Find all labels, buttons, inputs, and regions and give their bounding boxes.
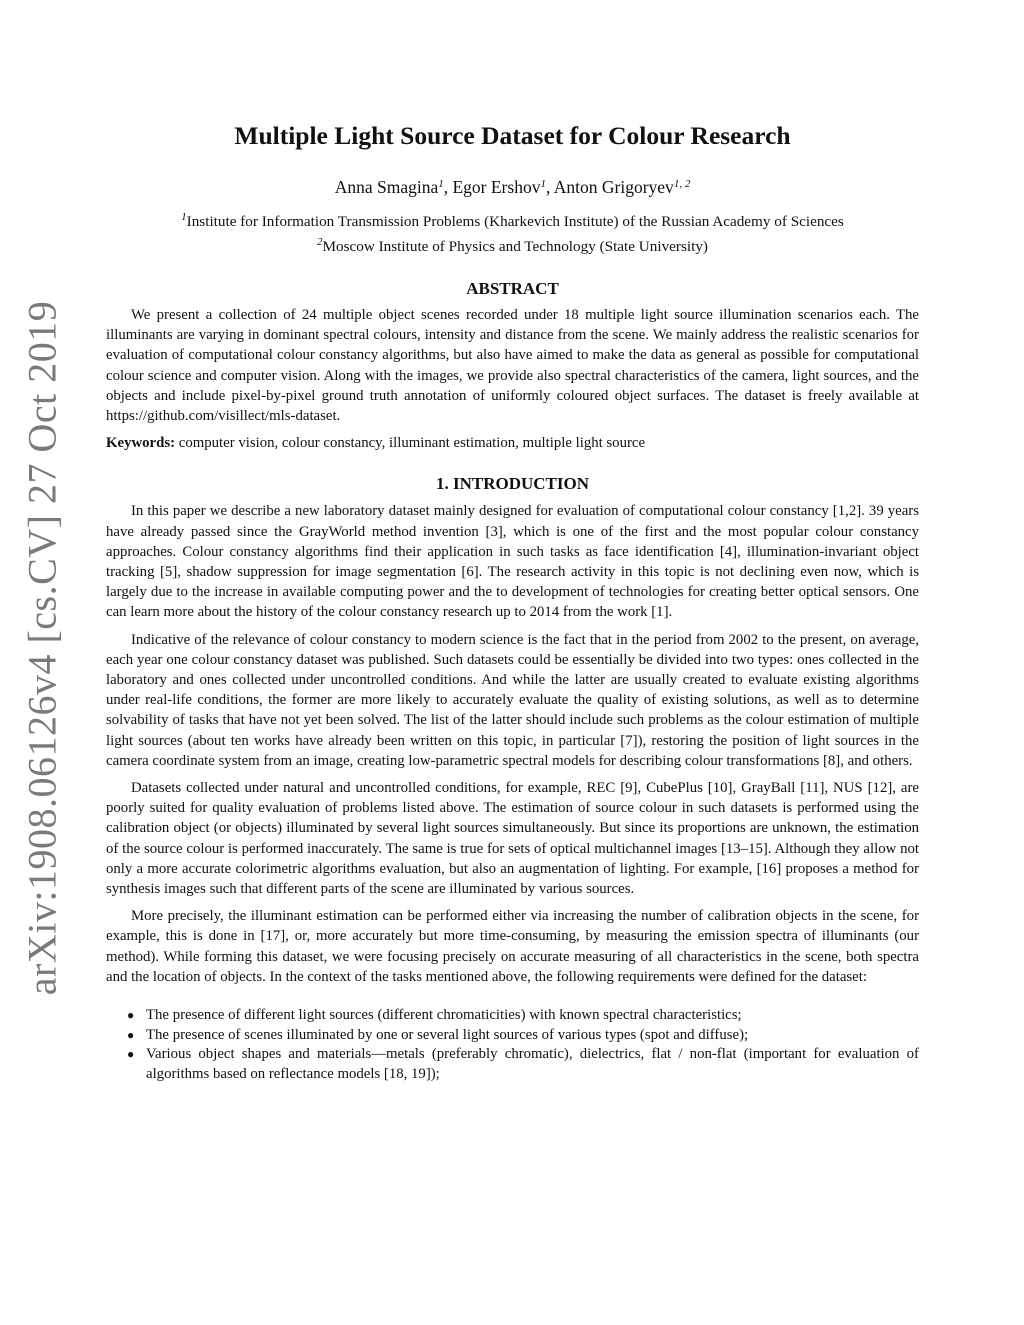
bullet-icon: ●: [127, 1027, 135, 1042]
arxiv-identifier: arXiv:1908.06126v4 [cs.CV] 27 Oct 2019: [19, 300, 65, 996]
requirement-item: [127, 1006, 919, 1026]
author-name: Anton Grigoryev: [553, 177, 674, 197]
intro-paragraph: Indicative of the relevance of colour constancy to modern science is the fact that in the period from 2002 to the present, on average, each year one colour constancy dataset was published. Such datasets could be essentially be divided into two types: ones collected in the laboratory and ones collected under uncontrolled conditions. And while the latter are usually created to evaluate existing algorithms under real-life conditions, the former are more likely to accurately evaluate the quality of existing solutions, as well as to determine solvability of tasks that have not yet been solved. The list of the latter should include such problems as the colour estimation of multiple light sources (about ten works have already been written on this topic, in particular [7]), restoring the position of light sources in the camera coordinate system from an image, creating low-parametric spectral models for describing colour transformations [8], and others.: [106, 631, 919, 769]
paper-page: [106, 120, 919, 1084]
requirement-item: [127, 1045, 919, 1084]
author-affiliation-mark: 1, 2: [673, 178, 691, 190]
author-separator: ,: [443, 177, 453, 197]
requirement-item: [127, 1026, 919, 1046]
author-list: [106, 172, 919, 199]
author-separator: ,: [545, 177, 554, 197]
affiliation-line: [106, 207, 919, 232]
affiliation-mark: 2: [317, 236, 323, 248]
abstract-text: We present a collection of 24 multiple object scenes recorded under 18 multiple light source illumination scenarios each. The illuminants are varying in dominant spectral colours, intensity and distance from the scene. We mainly address the realistic scenarios for evaluation of computational colour constancy algorithms, but also have aimed to make the data as general as possible for computational colour science and computer vision. Along with the images, we provide also spectral characteristics of the camera, light sources, and the objects and include pixel-by-pixel ground truth annotation of uniformly coloured object surfaces. The dataset is freely available at https://github.com/visillect/mls-dataset.: [106, 307, 919, 425]
author-name: Anna Smagina: [334, 177, 439, 197]
requirement-text: The presence of different light sources (different chromaticities) with known spectral characteristics;: [146, 1007, 742, 1024]
bullet-icon: ●: [127, 1047, 135, 1062]
introduction-heading: 1. INTRODUCTION: [435, 474, 590, 494]
affiliation-line: [106, 232, 919, 257]
paper-title: Multiple Light Source Dataset for Colour Research: [234, 121, 791, 150]
requirements-list: [106, 1006, 919, 1084]
bullet-icon: ●: [127, 1008, 135, 1023]
intro-paragraph: More precisely, the illuminant estimation can be performed either via increasing the number of calibration objects in the scene, for example, this is done in [17], or, more accurately but more time-consuming, by measuring the emission spectra of illuminants (our method). While forming this dataset, we were focusing precisely on accurate measuring of all characteristics in the scene, both spectra and the location of objects. In the context of the tasks mentioned above, the following requirements were defined for the dataset:: [106, 908, 919, 985]
author-affiliation-mark: 1: [540, 178, 546, 190]
intro-paragraph: In this paper we describe a new laboratory dataset mainly designed for evaluation of computational colour constancy [1,2]. 39 years have already passed since the GrayWorld method invention [3], which is one of the first and the most popular colour constancy approaches. Colour constancy algorithms find their application in such tasks as face identification [4], illumination-invariant object tracking [5], shadow suppression for image segmentation [6]. The research activity in this topic is not declining even now, which is largely due to the increase in available computing power and the to development of technologies for creating better optical sensors. One can learn more about the history of the colour constancy research up to 2014 from the work [1].: [106, 503, 919, 621]
requirement-text: The presence of scenes illuminated by one or several light sources of various types (spot and diffuse);: [146, 1026, 749, 1043]
affiliation-text: Institute for Information Transmission Problems (Kharkevich Institute) of the Russian Academy of Sciences: [186, 213, 844, 230]
keywords-line: [106, 433, 919, 453]
requirement-text: Various object shapes and materials—metals (preferably chromatic), dielectrics, flat / non-flat (important for evaluation of algorithms based on reflectance models [18, 19]);: [146, 1046, 919, 1082]
author-affiliation-mark: 1: [438, 178, 444, 190]
intro-paragraph: Datasets collected under natural and uncontrolled conditions, for example, REC [9], CubePlus [10], GrayBall [11], NUS [12], are poorly suited for quality evaluation of problems listed above. The estimation of source colour in such datasets is performed using the calibration object (or objects) illuminated by several light sources simultaneously. But since its proportions are unknown, the estimation of the source colour is performed inaccurately. The same is true for sets of optical multichannel images [13–15]. Although they allow not only a more accurate colorimetric algorithms evaluation, but also an augmentation of lighting. For example, [16] proposes a method for synthesis images such that different parts of the scene are illuminated by various sources.: [106, 780, 919, 898]
affiliation-mark: 1: [181, 211, 187, 223]
abstract-heading: ABSTRACT: [466, 279, 559, 298]
keywords-label: Keywords:: [106, 435, 176, 452]
author-name: Egor Ershov: [452, 177, 541, 197]
keywords-text: computer vision, colour constancy, illuminant estimation, multiple light source: [178, 435, 646, 452]
affiliation-list: [106, 207, 919, 257]
affiliation-text: Moscow Institute of Physics and Technology (State University): [322, 238, 708, 255]
